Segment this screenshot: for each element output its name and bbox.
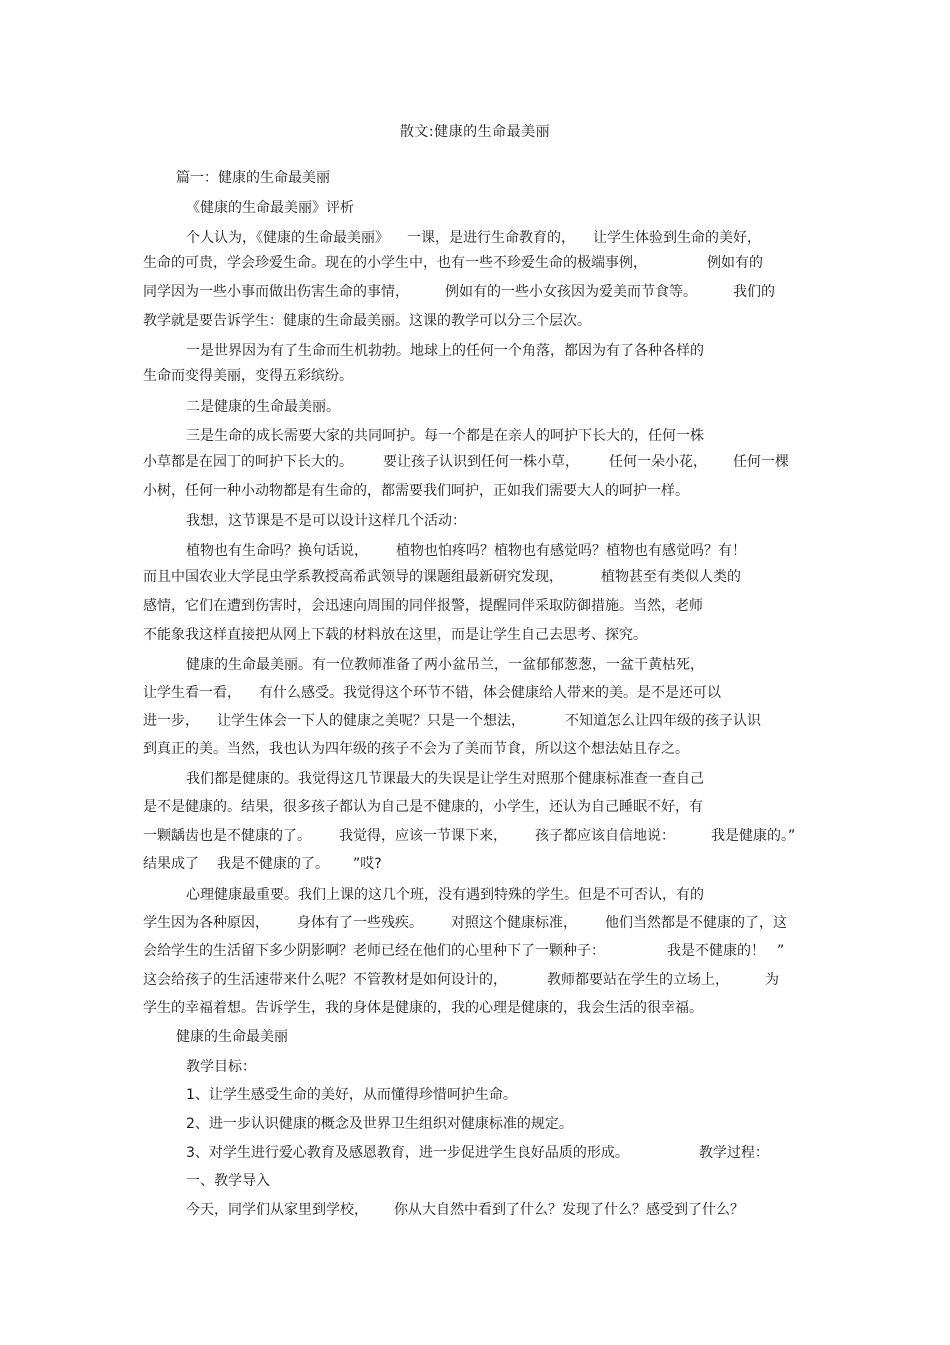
- text-line: 到真正的美。当然，我也认为四年级的孩子不会为了美而节食，所以这个想法姑且存之。: [143, 741, 689, 757]
- text-line: 生命的可贵，学会珍爱生命。现在的小学生中，也有一些不珍爱生命的极端事例， 例如有的: [143, 255, 763, 271]
- subheading: 《健康的生命最美丽》评析: [186, 200, 354, 216]
- text-line: 我们都是健康的。我觉得这几节课最大的失误是让学生对照那个健康标准查一查自己: [186, 771, 704, 787]
- text-line: 会给学生的生活留下多少阴影啊？老师已经在他们的心里种下了一颗种子： 我是不健康的！ ”: [143, 943, 785, 959]
- text-line: 不能象我这样直接把从网上下载的材料放在这里，而是让学生自己去思考、探究。: [143, 627, 647, 643]
- section-heading: 篇一：健康的生命最美丽: [176, 170, 330, 186]
- list-item: 3、对学生进行爱心教育及感恩教育，进一步促进学生良好品质的形成。 教学过程：: [186, 1145, 769, 1161]
- text-line: 生命而变得美丽，变得五彩缤纷。: [143, 368, 353, 384]
- text-line: 让学生看一看， 有什么感受。我觉得这个环节不错，体会健康给人带来的美。是不是还可以: [143, 685, 721, 701]
- text-line: 一是世界因为有了生命而生机勃勃。地球上的任何一个角落，都因为有了各种各样的: [186, 343, 704, 359]
- text-line: 感情，它们在遭到伤害时，会迅速向周围的同伴报警，提醒同伴采取防御措施。当然，老师: [143, 598, 703, 614]
- text-line: 学生的幸福着想。告诉学生，我的身体是健康的，我的心理是健康的，我会生活的很幸福。: [143, 1000, 703, 1016]
- text-line: 小草都是在园丁的呵护下长大的。 要让孩子认识到任何一株小草， 任何一朵小花， 任何一棵: [143, 454, 789, 470]
- text-line: 我想，这节课是不是可以设计这样几个活动：: [186, 513, 466, 529]
- page-title: 散文:健康的生命最美丽: [399, 124, 551, 140]
- text-line: 小树，任何一种小动物都是有生命的，都需要我们呵护，正如我们需要大人的呵护一样。: [143, 483, 689, 499]
- text-line: 而且中国农业大学昆虫学系教授高希武领导的课题组最新研究发现， 植物甚至有类似人类的: [143, 569, 741, 585]
- list-item: 1、让学生感受生命的美好，从而懂得珍惜呵护生命。: [186, 1087, 517, 1103]
- section-heading: 健康的生命最美丽: [176, 1029, 288, 1045]
- text-line: 教学目标：: [186, 1059, 256, 1075]
- text-line: 进一步， 让学生体会一下人的健康之美呢？只是一个想法， 不知道怎么让四年级的孩子认识: [143, 713, 761, 729]
- text-line: 一、教学导入: [186, 1173, 270, 1189]
- text-line: 是不是健康的。结果，很多孩子都认为自己是不健康的，小学生，还认为自己睡眠不好，有: [143, 799, 703, 815]
- text-line: 教学就是要告诉学生：健康的生命最美丽。这课的教学可以分三个层次。: [143, 313, 591, 329]
- text-line: 同学因为一些小事而做出伤害生命的事情， 例如有的一些小女孩因为爱美而节食等。 我们的: [143, 284, 775, 300]
- text-line: 植物也有生命吗？换句话说， 植物也怕疼吗？植物也有感觉吗？植物也有感觉吗？有！: [186, 543, 746, 559]
- text-line: 心理健康最重要。我们上课的这几个班，没有遇到特殊的学生。但是不可否认，有的: [186, 887, 704, 903]
- text-line: 这会给孩子的生活速带来什么呢？不管教材是如何设计的， 教师都要站在学生的立场上， 为: [143, 972, 779, 988]
- text-line: 健康的生命最美丽。有一位教师准备了两小盆吊兰，一盆郁郁葱葱，一盆干黄枯死，: [186, 657, 704, 673]
- text-line: 三是生命的成长需要大家的共同呵护。每一个都是在亲人的呵护下长大的，任何一株: [186, 428, 704, 444]
- text-line: 个人认为，《健康的生命最美丽》 一课，是进行生命教育的， 让学生体验到生命的美好，: [186, 230, 761, 246]
- text-line: 二是健康的生命最美丽。: [186, 399, 340, 415]
- text-line: 一颗龋齿也是不健康的了。 我觉得，应该一节课下来， 孩子都应该自信地说： 我是健康的。”: [143, 828, 796, 844]
- list-item: 2、进一步认识健康的概念及世界卫生组织对健康标准的规定。: [186, 1116, 573, 1132]
- text-line: 今天，同学们从家里到学校， 你从大自然中看到了什么？发现了什么？感受到了什么？: [186, 1202, 744, 1218]
- text-line: 学生因为各种原因， 身体有了一些残疾。 对照这个健康标准， 他们当然都是不健康的了，这: [143, 915, 787, 931]
- text-line: 结果成了 我是不健康的了。 ”哎?: [143, 856, 382, 872]
